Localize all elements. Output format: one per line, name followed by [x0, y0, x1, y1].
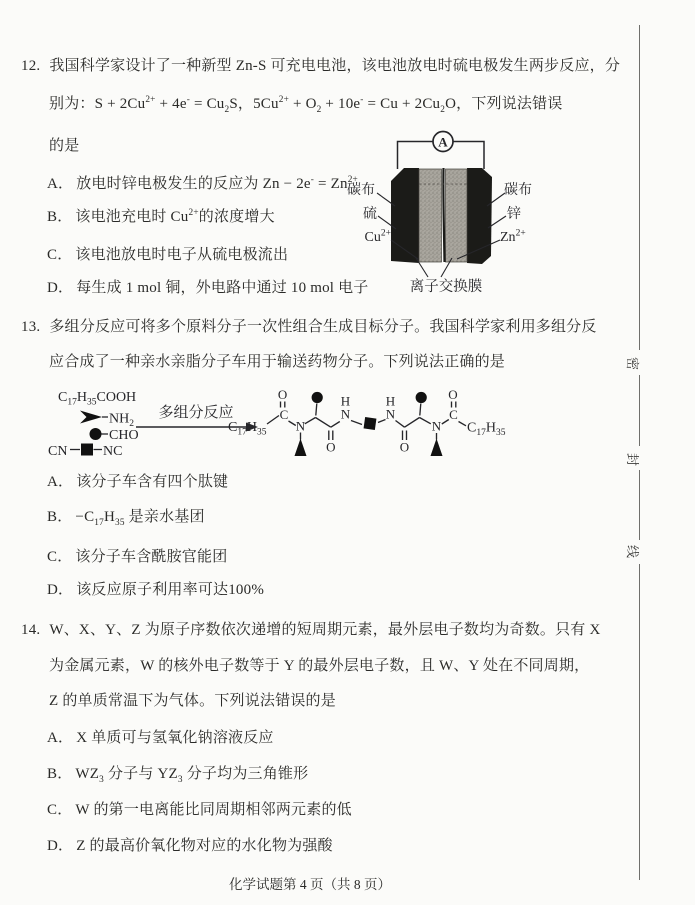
battery-diagram: [340, 120, 550, 300]
linker-square-icon: [81, 444, 93, 456]
question-14-line1: [21, 619, 600, 641]
isocyanide-right-formula: NC: [103, 444, 123, 459]
atom-o: O: [399, 439, 410, 455]
question-12-line1: [21, 55, 620, 77]
option-label: B．: [47, 509, 73, 525]
question-12-line3: 的是: [49, 138, 80, 154]
question-13-option-b: [47, 506, 205, 528]
atom-h: H: [340, 393, 351, 409]
question-13-line1-text: 多组分反应可将多个原料分子一次性组合生成目标分子。我国科学家利用多组分反: [49, 319, 597, 335]
carbon-cloth-right-label: 碳布: [504, 183, 532, 198]
atom-n: N: [431, 418, 442, 434]
question-12-option-b: [47, 206, 275, 228]
atom-o: O: [277, 387, 288, 402]
molecule-reaction-diagram: [40, 376, 540, 472]
option-text: 该反应原子利用率可达100%: [76, 582, 265, 598]
question-12-line2: 别为：$S + 2Cu^{2+} + 4e^- = Cu_2S$，$5Cu^{2+} + O_2 + 10e^- = Cu + 2Cu_2O$，下列说法错误: [49, 95, 563, 115]
page-footer: 化学试题第 4 页（共 8 页）: [229, 877, 391, 892]
reaction-arrow-label: 多组分反应: [158, 405, 234, 421]
question-12-option-c: [47, 244, 288, 266]
right-electrolyte-compartment: [446, 169, 468, 262]
question-13-line1: [21, 316, 597, 338]
linker-square-icon: [364, 417, 377, 430]
aldehyde-ball-icon: [90, 428, 102, 440]
option-text: X 单质可与氢氧化钠溶液反应: [76, 730, 274, 746]
option-label: D．: [47, 838, 74, 854]
option-label: C．: [47, 549, 73, 565]
atom-c: C: [279, 407, 289, 422]
question-14-option-a: [47, 727, 274, 749]
isocyanide-left-formula: CN: [48, 444, 68, 459]
copper-ion-label: $Cu^{2+}$: [364, 228, 391, 245]
question-14-option-c: [47, 799, 352, 821]
atom-n: N: [295, 418, 306, 434]
option-text: 该分子车含有四个肽键: [76, 474, 229, 490]
question-14-option-b: [47, 763, 308, 785]
question-14-line1-text: W、X、Y、Z 为原子序数依次递增的短周期元素，最外层电子数均为奇数。只有 X: [49, 622, 601, 638]
option-text: $WZ_3$ 分子与 $YZ_3$ 分子均为三角锥形: [75, 766, 309, 785]
amine-arrow-icon: [80, 411, 102, 424]
cargo-ball-icon: [312, 392, 323, 403]
option-label: A．: [47, 730, 74, 746]
question-13-line2: 应合成了一种亲水亲脂分子车用于输送药物分子。下列说法正确的是: [49, 354, 506, 370]
atom-h: H: [385, 393, 396, 409]
option-label: B．: [47, 209, 73, 225]
question-14-number: 14.: [21, 622, 41, 638]
question-14-option-d: [47, 835, 333, 857]
option-text: Z 的最高价氧化物对应的水化物为强酸: [76, 838, 333, 854]
question-12-line1-text: 我国科学家设计了一种新型 Zn-S 可充电电池，该电池放电时硫电极发生两步反应，分: [49, 58, 621, 74]
option-label: C．: [47, 802, 73, 818]
ammeter-label: A: [438, 134, 448, 150]
option-text: 每生成 1 mol 铜，外电路中通过 10 mol 电子: [76, 280, 369, 296]
atom-c: C: [449, 407, 458, 422]
option-text: $-C_{17}H_{35}$ 是亲水基团: [75, 509, 205, 528]
option-text: W 的第一电离能比同周期相邻两元素的低: [75, 802, 352, 818]
membrane-label: 离子交换膜: [409, 279, 483, 295]
aldehyde-formula: CHO: [109, 428, 139, 443]
alkyl-chain-left: $C_{17}H_{35}$: [228, 420, 267, 438]
zinc-ion-label: $Zn^{2+}$: [500, 228, 526, 245]
option-label: D．: [47, 582, 74, 598]
question-12-option-d: [47, 277, 369, 299]
option-text: 放电时锌电极发生的反应为 $Zn - 2e^- = Zn^{2+}$: [76, 175, 358, 192]
question-13-option-a: [47, 471, 228, 493]
option-label: D．: [47, 280, 74, 296]
seal-line-segment: [639, 470, 640, 540]
option-label: B．: [47, 766, 73, 782]
seal-char-mi: 密: [625, 356, 641, 371]
question-13-option-d: [47, 579, 264, 601]
question-13-option-c: [47, 546, 227, 568]
seal-line-segment: [639, 25, 640, 350]
seal-line-segment: [639, 564, 640, 880]
seal-line-segment: [639, 375, 640, 446]
atom-n: N: [340, 406, 351, 422]
option-label: A．: [47, 474, 74, 490]
question-14-line2: 为金属元素，W 的核外电子数等于 Y 的最外层电子数，且 W、Y 处在不同周期，: [49, 658, 590, 674]
amine-formula: $NH_2$: [109, 411, 134, 429]
ion-exchange-membrane-line: [443, 168, 444, 262]
zinc-label: 锌: [507, 207, 521, 222]
carbon-cloth-left-label: 碳布: [347, 183, 375, 198]
amine-cone-icon: [431, 439, 443, 457]
left-electrolyte-compartment: [419, 169, 442, 262]
option-text: 该分子车含酰胺官能团: [75, 549, 228, 565]
seal-char-feng: 封: [625, 452, 641, 467]
question-12-option-a: [47, 173, 358, 195]
amine-cone-icon: [295, 439, 307, 457]
alkyl-chain-right: $C_{17}H_{35}$: [467, 420, 506, 438]
question-14-line3: Z 的单质常温下为气体。下列说法错误的是: [49, 693, 336, 709]
option-label: A．: [47, 176, 74, 192]
question-12-number: 12.: [21, 58, 41, 74]
atom-o: O: [326, 439, 336, 455]
question-13-number: 13.: [21, 319, 41, 335]
option-text: 该电池充电时 $Cu^{2+}$的浓度增大: [75, 208, 275, 225]
stearic-acid-formula: $C_{17}H_{35}COOH$: [58, 390, 137, 408]
sulfur-label: 硫: [363, 207, 377, 222]
sulfur-electrode-block: [391, 168, 419, 263]
option-label: C．: [47, 247, 73, 263]
atom-n: N: [385, 406, 396, 422]
cargo-ball-icon: [416, 392, 427, 403]
option-text: 该电池放电时电子从硫电极流出: [75, 247, 289, 263]
seal-char-xian: 线: [625, 544, 641, 559]
atom-o: O: [448, 387, 458, 402]
